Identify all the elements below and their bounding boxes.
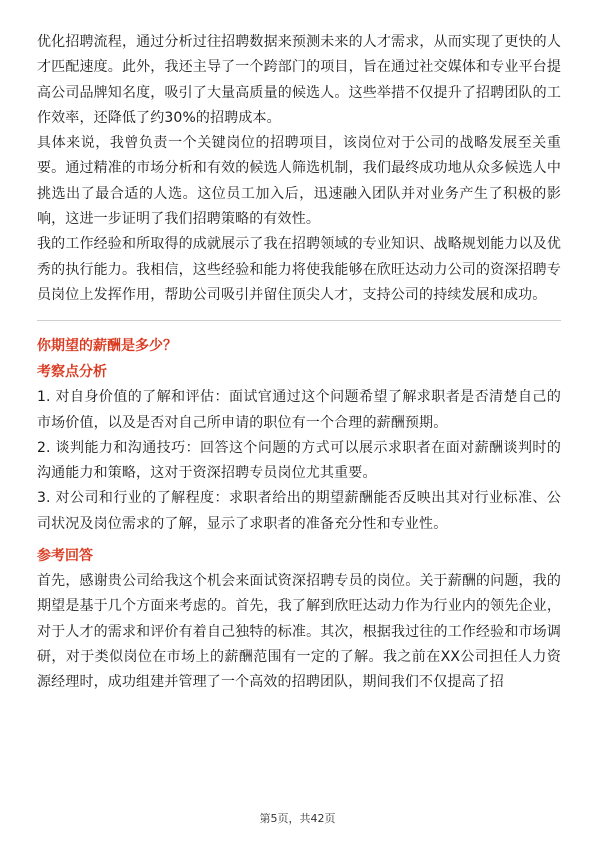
analysis-point-1: 1. 对自身价值的了解和评估：面试官通过这个问题希望了解求职者是否清楚自己的市场价值，以及是否对自己所申请的职位有一个合理的薪酬预期。 bbox=[37, 389, 561, 431]
question-heading: 你期望的薪酬是多少？ bbox=[37, 338, 177, 355]
section-divider bbox=[37, 320, 561, 321]
page-footer: 第5页，共42页 bbox=[259, 812, 336, 825]
page-content bbox=[37, 30, 561, 696]
analysis-point-3: 3. 对公司和行业的了解程度：求职者给出的期望薪酬能否反映出其对行业标准、公司状况及岗位需求的了解，显示了求职者的准备充分性和专业性。 bbox=[37, 490, 561, 532]
analysis-heading: 考察点分析 bbox=[37, 364, 107, 381]
analysis-point-2: 2. 谈判能力和沟通技巧：回答这个问题的方式可以展示求职者在面对薪酬谈判时的沟通能力和策略，这对于资深招聘专员岗位尤其重要。 bbox=[37, 439, 561, 482]
answer-paragraph: 首先，感谢贵公司给我这个机会来面试资深招聘专员的岗位。关于薪酬的问题，我的期望是基于几个方面来考虑的。首先，我了解到欣旺达动力作为行业内的领先企业，对于人才的需求和评价有着自己独特的标准。其次，根据我过往的工作经验和市场调研，对于类似岗位在市场上的薪酬范围有一定的了解。我之前在XX公司担任人力资源经理时，成功组建并管理了一个高效的招聘团队，期间我们不仅提高了招 bbox=[37, 573, 561, 691]
intro-paragraph-2: 具体来说，我曾负责一个关键岗位的招聘项目，该岗位对于公司的战略发展至关重要。通过精准的市场分析和有效的候选人筛选机制，我们最终成功地从众多候选人中挑选出了最合适的人选。这位员工加入后，迅速融入团队并对业务产生了积极的影响，这进一步证明了我们招聘策略的有效性。 bbox=[37, 135, 561, 228]
answer-heading: 参考回答 bbox=[37, 548, 93, 565]
intro-paragraph-3: 我的工作经验和所取得的成就展示了我在招聘领域的专业知识、战略规划能力以及优秀的执行能力。我相信，这些经验和能力将使我能够在欣旺达动力公司的资深招聘专员岗位上发挥作用，帮助公司吸引并留住顶尖人才，支持公司的持续发展和成功。 bbox=[37, 236, 561, 303]
intro-paragraph-1: 优化招聘流程，通过分析过往招聘数据来预测未来的人才需求，从而实现了更快的人才匹配速度。此外，我还主导了一个跨部门的项目，旨在通过社交媒体和专业平台提高公司品牌知名度，吸引了大量高质量的候选人。这些举措不仅提升了招聘团队的工作效率，还降低了约30%的招聘成本。 bbox=[37, 34, 561, 126]
